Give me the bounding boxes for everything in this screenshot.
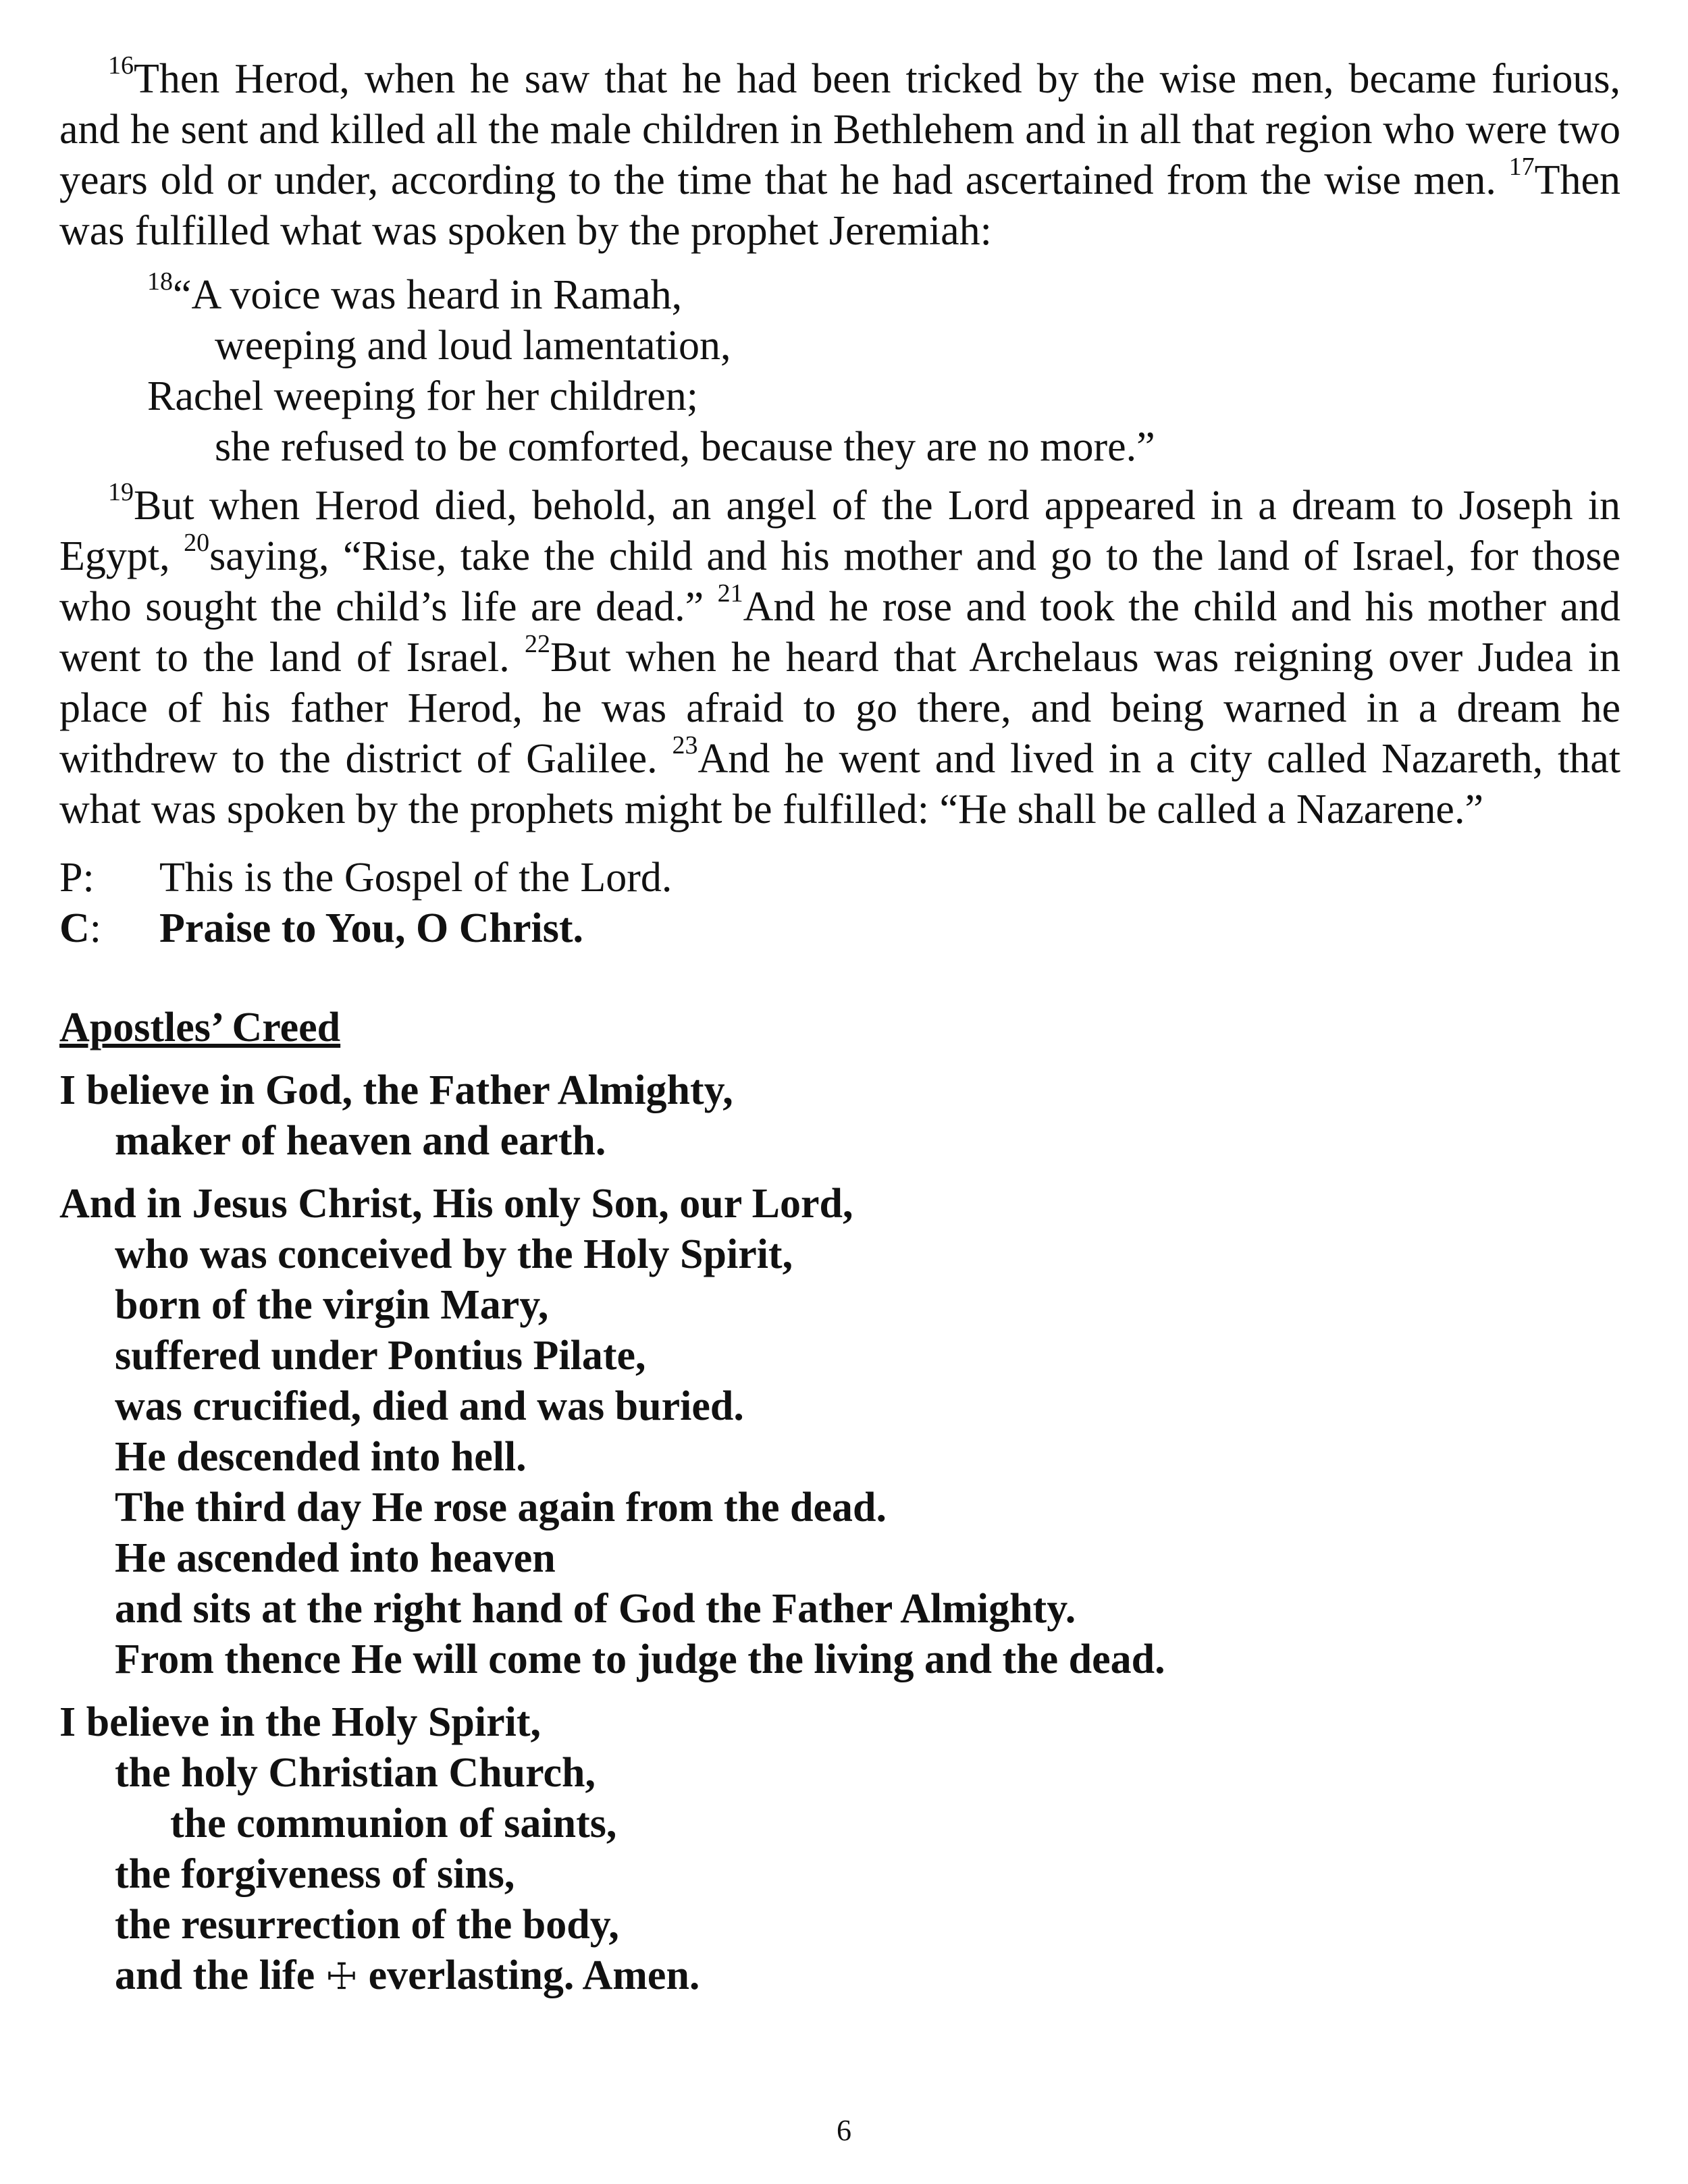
apostles-creed [59, 1065, 1620, 2002]
creed-line: And in Jesus Christ, His only Son, our Lord, [59, 1181, 853, 1227]
creed-line: the communion of saints, [170, 1801, 617, 1846]
creed-line: I believe in the Holy Spirit, [59, 1699, 541, 1745]
verse-number: 22 [524, 630, 550, 659]
creed-line: the resurrection of the body, [115, 1902, 619, 1948]
poetry-line: Rachel weeping for her children; [147, 373, 698, 419]
poetry-quote [59, 267, 1620, 473]
verse-text: Then was fulfilled what was spoken by the prophet Jeremiah: [59, 157, 1620, 254]
verse-text: Then Herod, when he saw that he had been tricked by the wise men, became furious, and he sent and killed all the male children in Bethlehem and in all that region who were two years old or under, according to the time that he had ascertained from the wise men. [59, 56, 1620, 203]
creed-article-2 [59, 1179, 1620, 1685]
verse-text: And he went and lived in a city called Nazareth, that what was spoken by the prophets might be fulfilled: “He shall be called a Nazarene.” [59, 736, 1621, 832]
verse-number: 21 [717, 579, 743, 608]
verse-number: 23 [672, 731, 698, 760]
creed-line: suffered under Pontius Pilate, [115, 1333, 646, 1379]
verse-number: 16 [108, 51, 134, 80]
creed-line-final: and the life ☩ everlasting. Amen. [59, 1950, 1620, 2002]
creed-line: He descended into hell. [115, 1434, 527, 1480]
pastor-text: This is the Gospel of the Lord. [159, 855, 672, 901]
creed-line: The third day He rose again from the dead. [115, 1485, 887, 1530]
pastor-label: P: [59, 855, 95, 901]
creed-line: maker of heaven and earth. [115, 1118, 606, 1164]
verse-number: 18 [147, 267, 173, 296]
creed-line: born of the virgin Mary, [115, 1282, 549, 1328]
creed-line: the holy Christian Church, [115, 1750, 596, 1796]
creed-article-1 [59, 1065, 1620, 1167]
verse-number: 17 [1508, 153, 1535, 182]
congregation-label: C: [59, 905, 102, 951]
congregation-text: Praise to You, O Christ. [159, 905, 583, 951]
responsive-reading [59, 853, 1620, 954]
reading-paragraph-1 [59, 51, 1620, 257]
creed-line: He ascended into heaven [115, 1535, 556, 1581]
reading-paragraph-2 [59, 478, 1621, 835]
verse-text: But when he heard that Archelaus was reigning over Judea in place of his father Herod, he was afraid to go there, and being warned in a dream he withdrew to the district of Galilee. [59, 635, 1621, 782]
cross-icon: ☩ [325, 1956, 359, 1997]
verse-text: saying, “Rise, take the child and his mother and go to the land of Israel, for those who sought the child’s life are dead.” [59, 533, 1620, 630]
poetry-line: she refused to be comforted, because they are no more.” [215, 424, 1155, 470]
section-heading: Apostles’ Creed [59, 1005, 341, 1050]
verse-number: 19 [108, 478, 134, 507]
page-number: 6 [837, 2114, 851, 2147]
creed-article-3 [59, 1697, 1620, 2002]
pastor-line [59, 853, 1620, 903]
verse-number: 20 [184, 529, 210, 558]
creed-line: who was conceived by the Holy Spirit, [115, 1231, 793, 1277]
poetry-line: weeping and loud lamentation, [215, 323, 731, 369]
creed-line: I believe in God, the Father Almighty, [59, 1067, 733, 1113]
poetry-line: $^{18}$“A voice was heard in Ramah, [147, 267, 683, 318]
congregation-line [59, 903, 1620, 954]
creed-line: From thence He will come to judge the living and the dead. [115, 1636, 1165, 1682]
creed-line: the forgiveness of sins, [115, 1851, 515, 1897]
verse-text: And he rose and took the child and his mother and went to the land of Israel. [59, 584, 1620, 681]
creed-line: was crucified, died and was buried. [115, 1383, 744, 1429]
creed-line: and sits at the right hand of God the Father Almighty. [115, 1586, 1076, 1632]
verse-text: But when Herod died, behold, an angel of the Lord appeared in a dream to Joseph in Egypt, [59, 483, 1620, 579]
document-page [59, 51, 1621, 2015]
